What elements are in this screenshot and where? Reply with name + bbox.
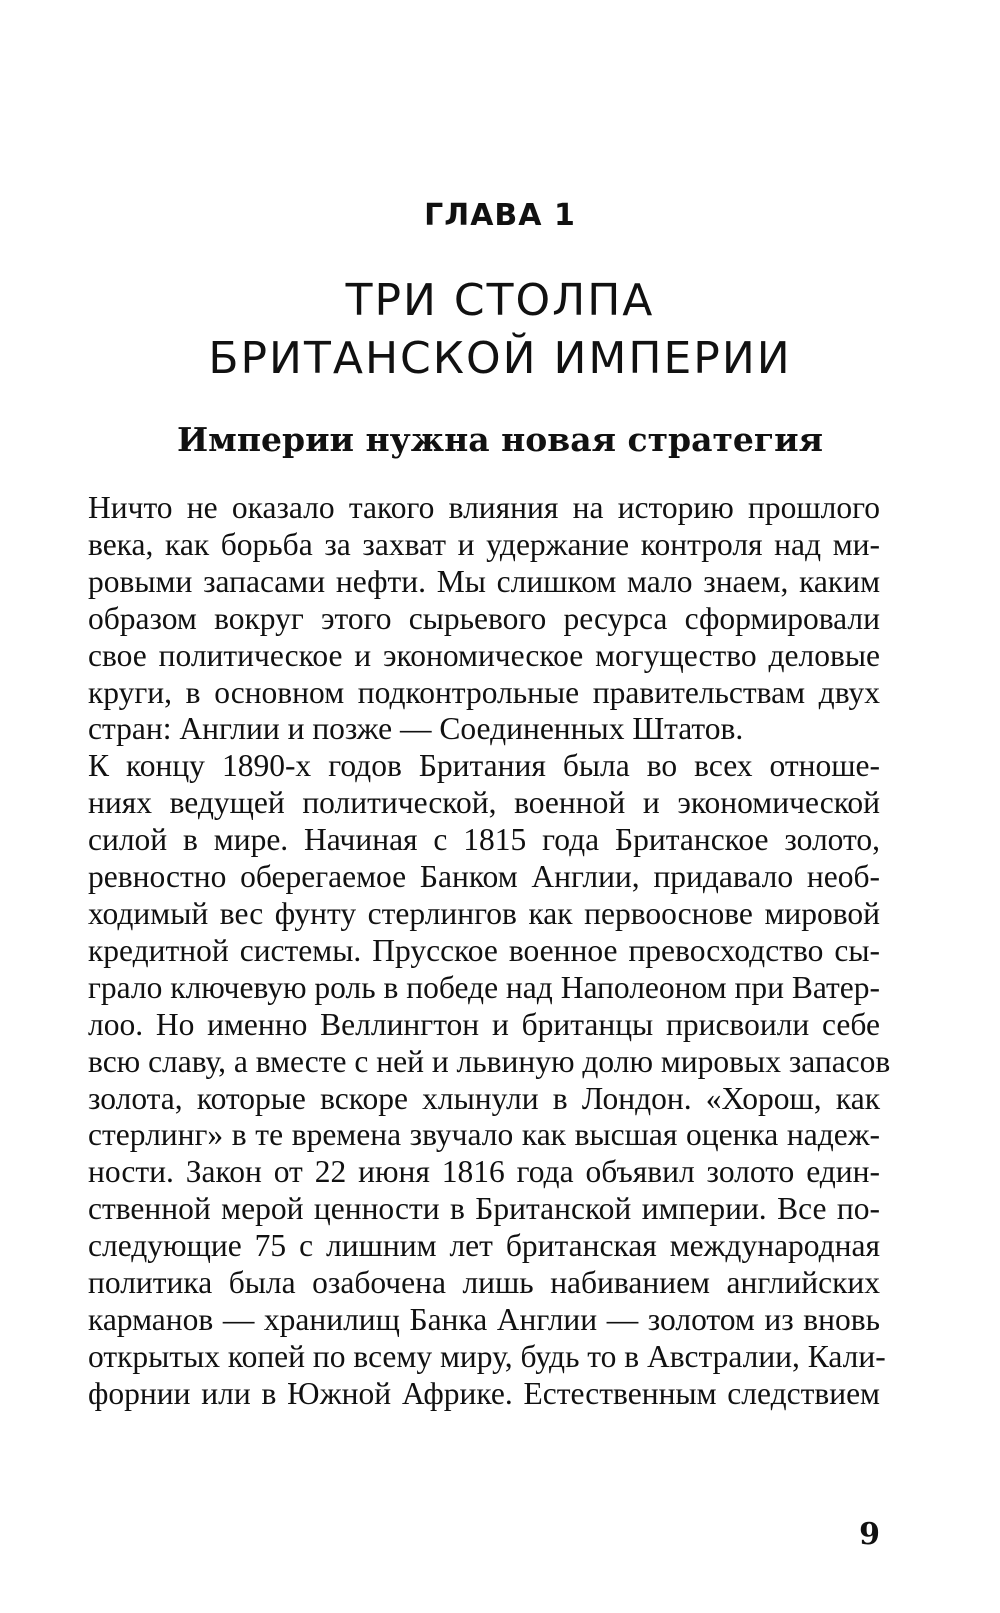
text-line: открытых копей по всему миру, будь то в Австралии, Кали- [88,1338,886,1374]
text-line: кредитной системы. Прусское военное превосходство сы- [88,932,880,968]
text-line: золота, которые вскоре хлынули в Лондон. «Хорош, как [88,1080,880,1116]
chapter-title-line-1: ТРИ СТОЛПА [345,275,655,326]
text-line: всю славу, а вместе с ней и львиную долю мировых запасов [88,1043,891,1079]
text-line: ревностно оберегаемое Банком Англии, придавало необ- [88,859,880,895]
chapter-title-line-2: БРИТАНСКОЙ ИМПЕРИИ [208,333,792,384]
text-line: века, как борьба за захват и удержание контроля над ми- [88,526,880,562]
text-line: карманов — хранилищ Банка Англии — золотом из вновь [88,1301,880,1337]
text-line: ходимый вес фунту стерлингов как первооснове мировой [88,895,880,931]
chapter-title [0,272,1000,388]
text-line: следующие 75 с лишним лет британская международная [88,1228,880,1264]
text-line: стерлинг» в те времена звучало как высшая оценка надеж- [88,1117,880,1153]
page-number: 9 [859,1517,880,1552]
text-line: ровыми запасами нефти. Мы слишком мало знаем, каким [88,563,880,599]
text-line: силой в мире. Начиная с 1815 года Британское золото, [88,822,880,858]
text-line: круги, в основном подконтрольные правительствам двух [88,674,880,710]
text-line: образом вокруг этого сырьевого ресурса сформировали [88,600,880,636]
text-line: форнии или в Южной Африке. Естественным следствием [88,1375,880,1411]
text-line: грало ключевую роль в победе над Наполеоном при Ватер- [88,969,880,1005]
text-line: ственной мерой ценности в Британской империи. Все по- [88,1191,880,1227]
text-line: К концу 1890-х годов Британия была во всех отноше- [88,748,880,784]
text-line: свое политическое и экономическое могущество деловые [88,637,880,673]
body-text [88,490,891,1413]
chapter-label: ГЛАВА 1 [424,198,576,233]
text-line: Ничто не оказало такого влияния на историю прошлого [88,490,880,525]
section-heading: Империи нужна новая стратегия [177,420,823,459]
text-line: политика была озабочена лишь набиванием английских [88,1265,880,1301]
paragraph-1 [88,490,880,748]
text-line: стран: Англии и позже — Соединенных Штатов. [88,711,744,747]
text-line: ности. Закон от 22 июня 1816 года объявил золото един- [88,1154,880,1190]
paragraph-2 [88,748,891,1412]
text-line: лоо. Но именно Веллингтон и британцы присвоили себе [88,1006,880,1042]
text-line: ниях ведущей политической, военной и экономической [88,785,880,821]
